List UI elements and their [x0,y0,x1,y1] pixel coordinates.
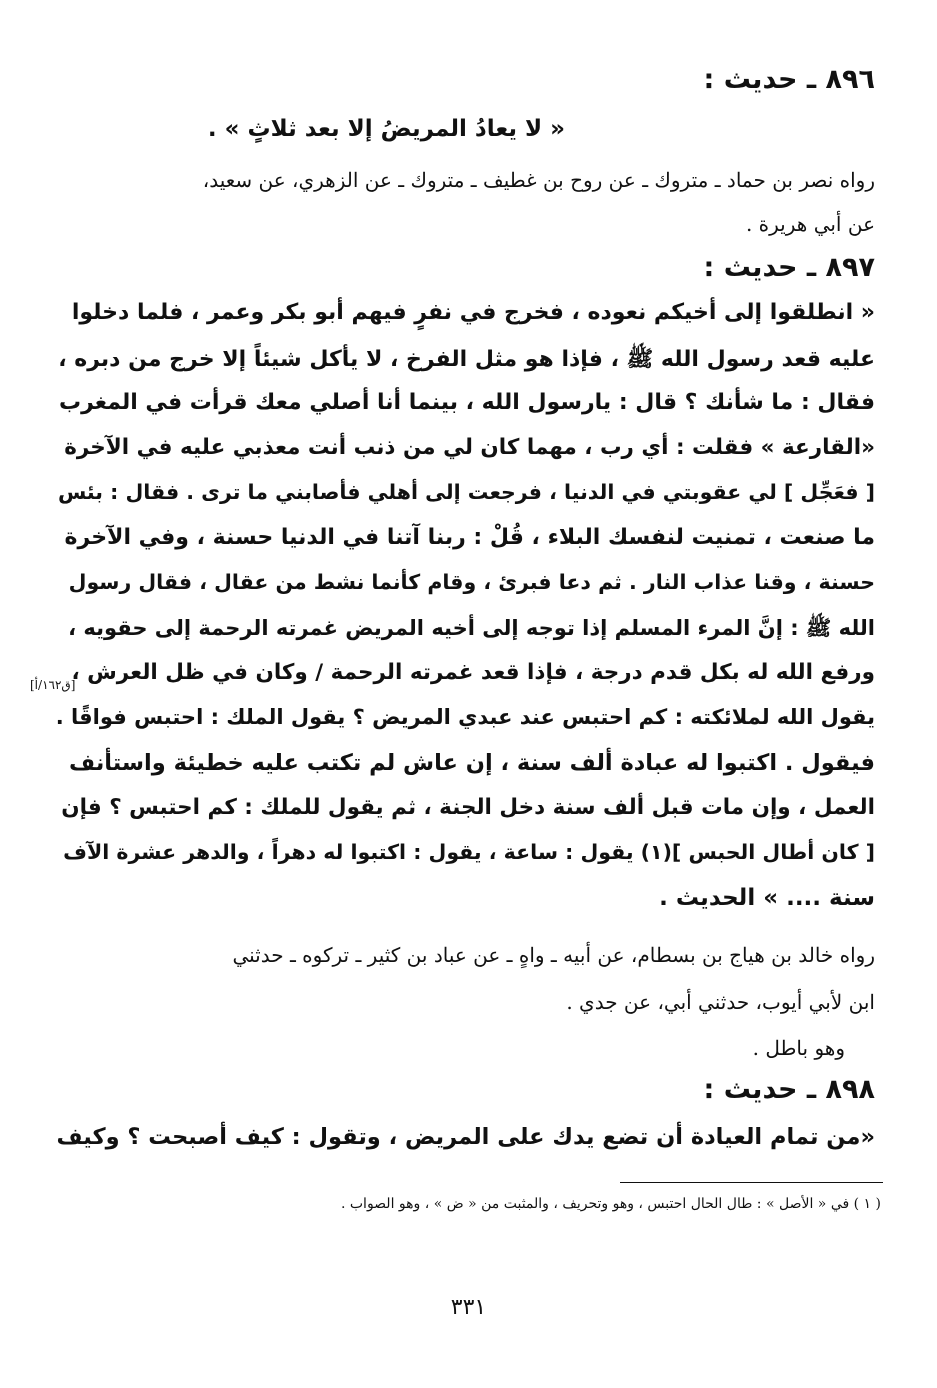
hadith-text-line: سنة .... » الحديث . [659,885,875,911]
hadith-heading-898: ٨٩٨ ـ حديث : [703,1074,875,1105]
commentary-line: وهو باطل . [752,1036,845,1060]
footnote: ( ١ ) في « الأصل » : طال الحال احتبس ، وهو وتحريف ، والمثبت من « ض » ، وهو الصواب . [340,1196,881,1212]
hadith-heading-897: ٨٩٧ ـ حديث : [703,252,875,283]
hadith-text-line: فقال : ما شأنك ؟ قال : يارسول الله ، بينما أنا أصلي معك قرأت في المغرب [59,390,875,415]
footnote-divider [620,1182,883,1183]
hadith-text-line: حسنة ، وقنا عذاب النار . ثم دعا فبرئ ، وقام كأنما نشط من عقال ، فقال رسول [68,570,875,594]
hadith-text-line: فيقول . اكتبوا له عبادة ألف سنة ، إن عاش لم تكتب عليه خطيئة واستأنف [69,750,875,776]
hadith-text-line: يقول الله لملائكته : كم احتبس عند عبدي المريض ؟ يقول الملك : احتبس فواقًا . [55,705,875,729]
hadith-heading-896: ٨٩٦ ـ حديث : [703,64,875,95]
hadith-text-line: [ فعَجِّل ] لي عقوبتي في الدنيا ، فرجعت إلى أهلي فأصابني ما ترى . فقال : بئس [57,480,875,504]
commentary-line: رواه خالد بن هياج بن بسطام، عن أبيه ـ واهٍ ـ عن عباد بن كثير ـ تركوه ـ حدثني [232,943,875,967]
manuscript-folio-mark: [ق١٦٢/أ] [30,678,76,692]
hadith-text-line: ما صنعت ، تمنيت لنفسك البلاء ، قُلْ : ربنا آتنا في الدنيا حسنة ، وفي الآخرة [64,525,875,550]
hadith-text-line: الله ﷺ : إنَّ المرء المسلم إذا توجه إلى أخيه المريض غمرته الرحمة إلى حقويه ، [68,616,875,640]
hadith-text-line: عليه قعد رسول الله ﷺ ، فإذا هو مثل الفرخ ، لا يأكل شيئاً إلا خرج من دبره ، [58,347,875,372]
hadith-text-line: «من تمام العيادة أن تضع يدك على المريض ، وتقول : كيف أصبحت ؟ وكيف [56,1124,875,1150]
hadith-text-line: «القارعة » فقلت : أي رب ، مهما كان لي من ذنب أنت معذبي عليه في الآخرة [64,435,875,460]
hadith-text-line: ورفع الله له بكل قدم درجة ، فإذا قعد غمرته الرحمة / وكان في ظل العرش ، [71,660,875,685]
commentary-line: عن أبي هريرة . [745,212,875,236]
hadith-text-line: « انطلقوا إلى أخيكم نعوده ، فخرج في نفرٍ فيهم أبو بكر وعمر ، فلما دخلوا [71,300,875,325]
commentary-line: رواه نصر بن حماد ـ متروك ـ عن روح بن غطيف ـ متروك ـ عن الزهري، عن سعيد، [202,168,875,192]
hadith-text-line: [ كان أطال الحبس ](١) يقول : ساعة ، يقول : اكتبوا له دهراً ، والدهر عشرة الآف [63,840,875,864]
hadith-text-line: « لا يعادُ المريضُ إلا بعد ثلاثٍ » . [207,116,565,142]
page-number: ٣٣١ [450,1295,487,1320]
hadith-text-line: العمل ، وإن مات قبل ألف سنة دخل الجنة ، ثم يقول للملك : كم احتبس ؟ فإن [61,795,875,820]
commentary-line: ابن لأبي أيوب، حدثني أبي، عن جدي . [566,990,875,1014]
